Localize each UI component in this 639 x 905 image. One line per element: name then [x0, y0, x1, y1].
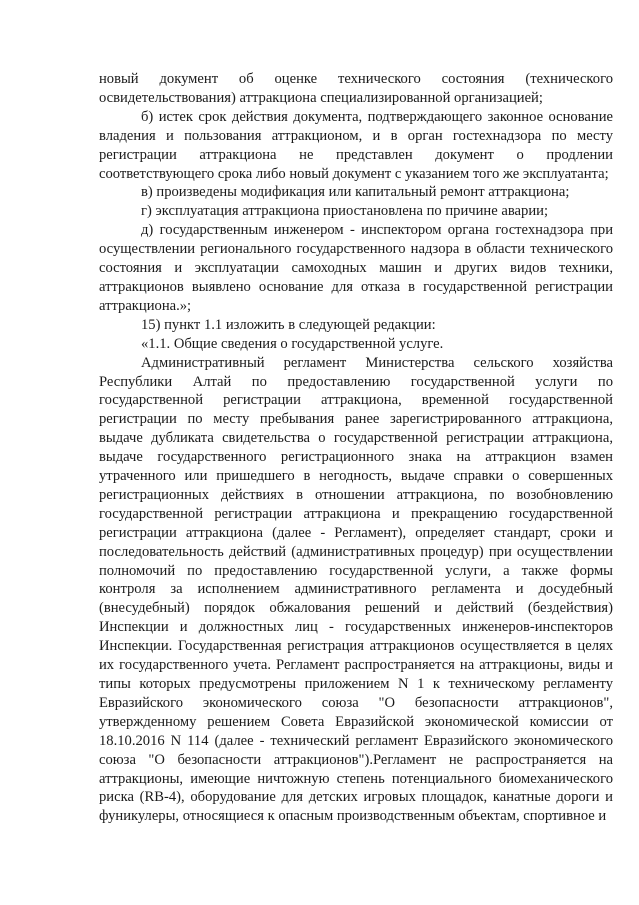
paragraph-continuation: новый документ об оценке технического состояния (технического освидетельствования) аттракциона специализированной организацией; — [99, 71, 613, 106]
paragraph-item-g: г) эксплуатация аттракциона приостановлена по причине аварии; — [141, 203, 548, 220]
paragraph-section-heading: «1.1. Общие сведения о государственной услуге. — [141, 335, 444, 352]
paragraph-item-d: д) государственным инженером - инспектором органа гостехнадзора при осуществлении регионального государственного надзора в области технического состояния и эксплуатации самоходных машин и других видов техники, аттракционов выявлено основание для отказа в государственной регистрации аттракциона.»; — [99, 222, 613, 314]
paragraph-item-b: б) истек срок действия документа, подтверждающего законное основание владения и пользования аттракционом, и в орган гостехнадзора по месту регистрации аттракциона не представлен документ о продлении соответствующего срока либо новый документ с указанием того же эксплуатанта; — [99, 108, 613, 182]
paragraph-regulation-body: Административный регламент Министерства сельского хозяйства Республики Алтай по предоставлению государственной услуги по государственной регистрации аттракциона, временной государственной регистрации по месту пребывания ранее зарегистрированного аттракциона, выдаче дубликата свидетельства о государственной регистрации аттракциона, выдаче государственного регистрационного знака на аттракцион взамен утраченного или пришедшего в негодность, выдаче справки о совершенных регистрационных действиях в отношении аттракциона, по возобновлению государственной регистрации аттракциона и прекращению государственной регистрации аттракциона (далее - Регламент), определяет стандарт, сроки и последовательность действий (административных процедур) при осуществлении полномочий по предоставлению государственной услуги, а также формы контроля за исполнением административного регламента и досудебный (внесудебный) порядок обжалования решений и действий (бездействия) Инспекции и должностных лиц - государственных инженеров-инспекторов Инспекции. Государственная регистрация аттракционов осуществляется в целях их государственного учета. Регламент распространяется на аттракционы, виды и типы которых предусмотрены приложением N 1 к техническому регламенту Евразийского экономического союза "О безопасности аттракционов", утвержденному решением Совета Евразийской экономической комиссии от 18.10.2016 N 114 (далее - технический регламент Евразийского экономического союза "О безопасности аттракционов").Регламент не распространяется на аттракционы, имеющие ничтожную степень потенциального биомеханического риска (RB-4), оборудование для детских игровых площадок, канатные дороги и фуникулеры, относящиеся к опасным производственным объектам, спортивное и — [99, 354, 613, 825]
paragraph-point-15: 15) пункт 1.1 изложить в следующей редакции: — [141, 316, 436, 333]
paragraph-item-v: в) произведены модификация или капитальный ремонт аттракциона; — [141, 184, 570, 201]
document-page — [99, 70, 613, 826]
